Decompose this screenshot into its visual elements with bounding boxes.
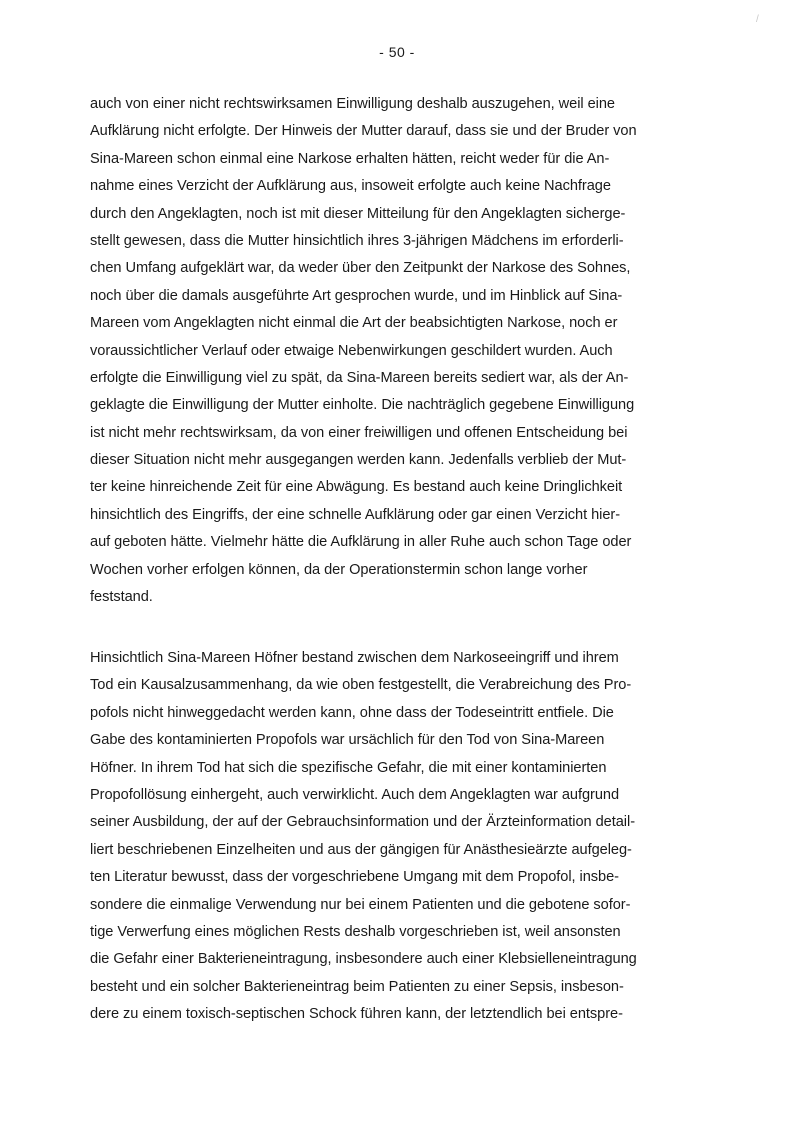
text-line: auf geboten hätte. Vielmehr hätte die Aufklärung in aller Ruhe auch schon Tage oder [90,534,632,551]
text-line: stellt gewesen, dass die Mutter hinsichtlich ihres 3-jährigen Mädchens im erforderli- [90,232,624,249]
text-line: die Gefahr einer Bakterieneintragung, insbesondere auch einer Klebsielleneintragung [90,951,637,968]
paragraph-causality [90,645,710,1028]
text-line: ter keine hinreichende Zeit für eine Abwägung. Es bestand auch keine Dringlichkeit [90,479,623,496]
page-number: - 50 - [379,44,415,60]
text-line: Mareen vom Angeklagten nicht einmal die Art der beabsichtigten Narkose, noch er [90,315,618,332]
text-line: Tod ein Kausalzusammenhang, da wie oben festgestellt, die Verabreichung des Pro- [90,677,632,694]
text-line: geklagte die Einwilligung der Mutter einholte. Die nachträglich gegebene Einwilligung [90,397,635,414]
text-line: Propofollösung einhergeht, auch verwirklicht. Auch dem Angeklagten war aufgrund [90,786,620,803]
text-line: ist nicht mehr rechtswirksam, da von einer freiwilligen und offenen Entscheidung bei [90,424,628,441]
text-line: Sina-Mareen schon einmal eine Narkose erhalten hätten, reicht weder für die An- [90,150,610,167]
text-line: Höfner. In ihrem Tod hat sich die spezifische Gefahr, die mit einer kontaminierten [90,759,607,776]
text-line: sondere die einmalige Verwendung nur bei einem Patienten und die gebotene sofor- [90,896,631,913]
text-line: chen Umfang aufgeklärt war, da weder über den Zeitpunkt der Narkose des Sohnes, [90,260,631,277]
text-line: auch von einer nicht rechtswirksamen Einwilligung deshalb auszugehen, weil eine [90,96,615,112]
text-line: tige Verwerfung eines möglichen Rests deshalb vorgeschrieben ist, weil ansonsten [90,923,621,940]
text-line: dieser Situation nicht mehr ausgegangen werden kann. Jedenfalls verblieb der Mut- [90,452,627,469]
text-line: besteht und ein solcher Bakterieneintrag beim Patienten zu einer Sepsis, insbeson- [90,978,624,995]
text-line: Gabe des kontaminierten Propofols war ursächlich für den Tod von Sina-Mareen [90,732,605,749]
corner-mark: / [756,14,759,25]
text-line: dere zu einem toxisch-septischen Schock führen kann, der letztendlich bei entspre- [90,1006,623,1023]
paragraph-consent [90,91,710,611]
text-line: erfolgte die Einwilligung viel zu spät, da Sina-Mareen bereits sediert war, als der An- [90,369,629,386]
text-line: ten Literatur bewusst, dass der vorgeschriebene Umgang mit dem Propofol, insbe- [90,869,619,886]
text-line: Hinsichtlich Sina-Mareen Höfner bestand zwischen dem Narkoseeingriff und ihrem [90,650,619,666]
text-line: feststand. [90,589,153,606]
text-line: pofols nicht hinweggedacht werden kann, ohne dass der Todeseintritt entfiele. Die [90,704,614,721]
text-line: Wochen vorher erfolgen können, da der Operationstermin schon lange vorher [90,561,588,578]
text-line: hinsichtlich des Eingriffs, der eine schnelle Aufklärung oder gar einen Verzicht hier- [90,506,621,523]
text-line: noch über die damals ausgeführte Art gesprochen wurde, und im Hinblick auf Sina- [90,287,623,304]
text-line: liert beschriebenen Einzelheiten und aus der gängigen für Anästhesieärzte aufgeleg- [90,841,632,858]
text-line: nahme eines Verzicht der Aufklärung aus, insoweit erfolgte auch keine Nachfrage [90,178,611,195]
text-line: durch den Angeklagten, noch ist mit dieser Mitteilung für den Angeklagten sicherge- [90,205,626,222]
text-line: voraussichtlicher Verlauf oder etwaige Nebenwirkungen geschildert wurden. Auch [90,342,613,359]
text-line: Aufklärung nicht erfolgte. Der Hinweis der Mutter darauf, dass sie und der Bruder von [90,123,637,140]
text-line: seiner Ausbildung, der auf der Gebrauchsinformation und der Ärzteinformation detail- [90,814,635,831]
